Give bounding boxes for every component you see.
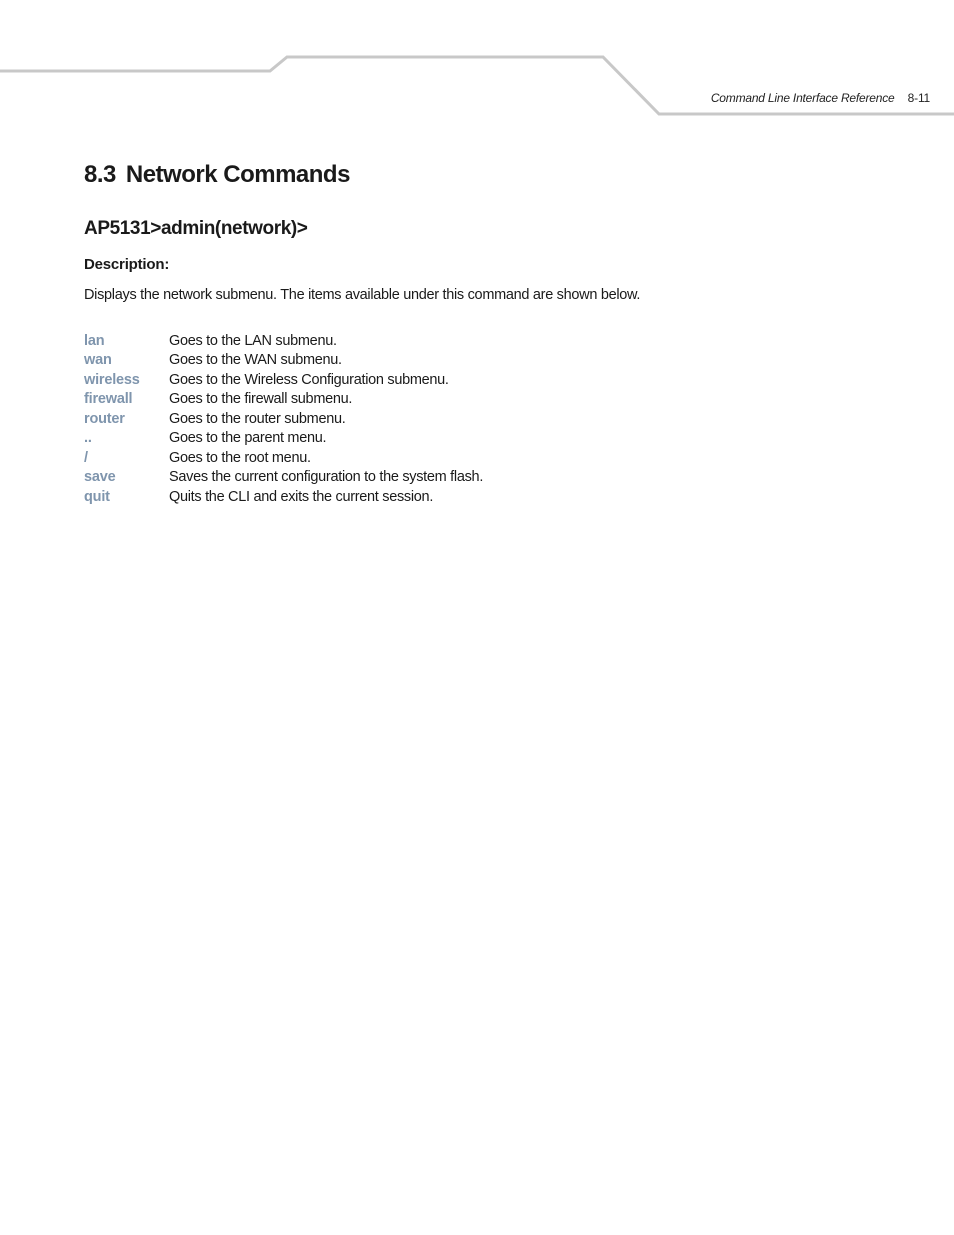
command-name: lan (84, 332, 105, 349)
command-name: quit (84, 488, 110, 505)
page-number: 8-11 (907, 91, 930, 105)
section-title-text: Network Commands (125, 161, 350, 188)
running-header (711, 91, 930, 105)
command-description: Goes to the router submenu. (169, 410, 346, 427)
command-name: router (84, 410, 125, 427)
command-item (84, 370, 483, 390)
command-item (84, 409, 483, 429)
command-item (84, 448, 483, 468)
command-description: Goes to the root menu. (169, 449, 311, 466)
command-name: .. (84, 430, 92, 447)
command-list (84, 331, 483, 507)
command-name: / (84, 449, 88, 466)
command-name: wan (84, 352, 112, 369)
command-heading: AP5131>admin(network)> (84, 218, 308, 239)
command-description: Saves the current configuration to the system flash. (169, 469, 484, 486)
description-text: Displays the network submenu. The items available under this command are shown below. (84, 287, 641, 303)
command-name: wireless (84, 371, 140, 388)
command-item (84, 331, 483, 351)
command-item (84, 390, 483, 410)
section-number: 8.3 (84, 161, 116, 188)
command-description: Goes to the LAN submenu. (169, 332, 337, 349)
command-item (84, 429, 483, 449)
command-item (84, 487, 483, 507)
command-description: Quits the CLI and exits the current session. (169, 488, 434, 505)
command-item (84, 351, 483, 371)
command-description: Goes to the parent menu. (169, 430, 327, 447)
command-name: save (84, 469, 116, 486)
command-item (84, 468, 483, 488)
section-title (84, 161, 350, 189)
command-name: firewall (84, 391, 133, 408)
description-label: Description: (84, 256, 170, 273)
running-header-title: Command Line Interface Reference (710, 91, 895, 105)
command-description: Goes to the firewall submenu. (169, 391, 353, 408)
command-description: Goes to the Wireless Configuration submenu. (169, 371, 449, 388)
command-description: Goes to the WAN submenu. (169, 352, 342, 369)
